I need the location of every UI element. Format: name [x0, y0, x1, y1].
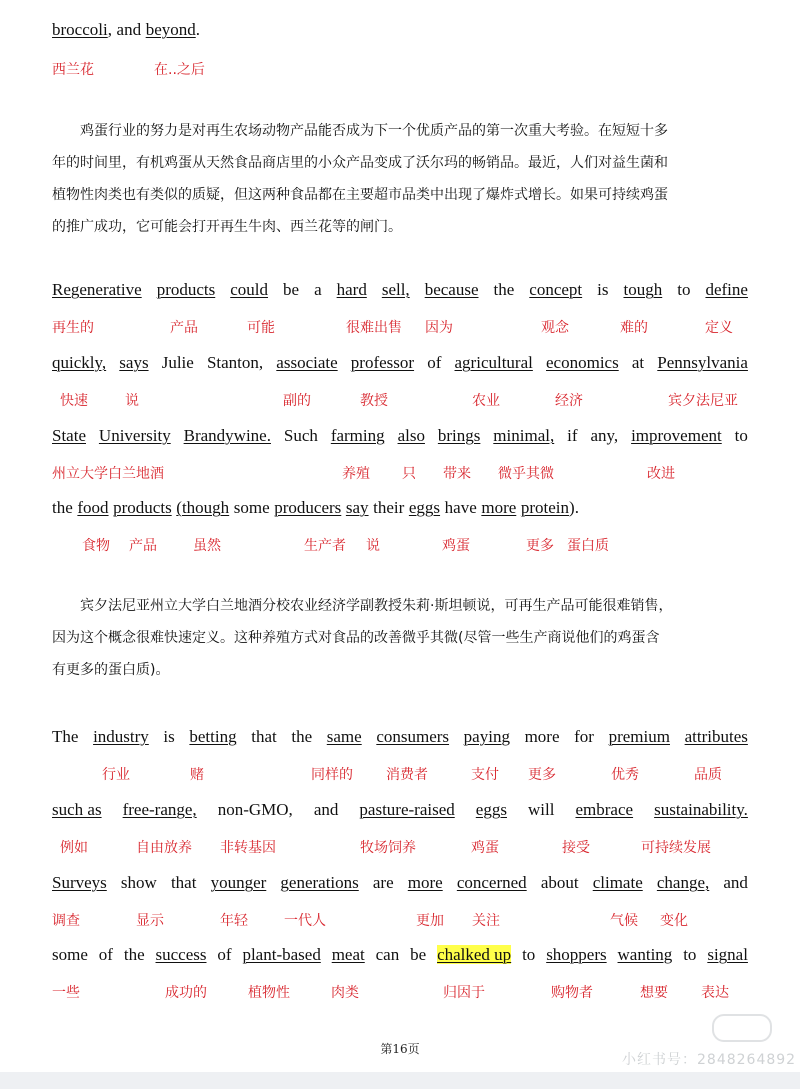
underlined-word: meat — [331, 945, 365, 964]
underlined-word: industry — [93, 727, 149, 746]
gloss-word: 教授 — [360, 393, 388, 409]
word-group — [657, 872, 709, 894]
underlined-word: associate — [276, 353, 338, 372]
gloss-word: 产品 — [129, 538, 157, 554]
underlined-word: embrace — [575, 800, 634, 819]
gloss-word: 例如 — [60, 840, 88, 856]
gloss-word: 在..之后 — [154, 62, 205, 78]
underlined-word: beyond — [145, 20, 196, 39]
word-group — [735, 425, 748, 447]
gloss-word: 自由放养 — [136, 840, 192, 856]
word: Stanton, — [206, 353, 264, 372]
word-group — [707, 944, 748, 966]
underlined-word: sell, — [381, 280, 410, 299]
underlined-word: Brandywine. — [183, 426, 271, 445]
underlined-word: Surveys — [52, 873, 107, 892]
gloss-word: 更加 — [416, 913, 444, 929]
gloss-word: 再生的 — [52, 320, 94, 336]
gloss-word: 非转基因 — [220, 840, 276, 856]
gloss-word: 消费者 — [386, 767, 428, 783]
gloss-word: 接受 — [562, 840, 590, 856]
chinese-gloss-line — [0, 59, 800, 81]
word: can — [375, 945, 400, 964]
word-group — [337, 279, 367, 301]
word: about — [540, 873, 579, 892]
word-group — [723, 872, 748, 894]
word-group — [398, 425, 425, 447]
gloss-word: 支付 — [471, 767, 499, 783]
chinese-gloss-line — [0, 910, 800, 932]
word-group — [280, 872, 358, 894]
gloss-word: 一些 — [52, 985, 80, 1001]
gloss-word: 可能 — [247, 320, 275, 336]
underlined-word: success — [155, 945, 207, 964]
word-group — [683, 944, 696, 966]
gloss-word: 表达 — [701, 985, 729, 1001]
underlined-word: younger — [210, 873, 267, 892]
word-group — [522, 944, 535, 966]
chinese-paragraph — [52, 590, 748, 686]
gloss-word: 宾夕法尼亚 — [668, 393, 738, 409]
word-group — [52, 19, 112, 41]
gloss-word: 牧场饲养 — [360, 840, 416, 856]
word-group — [121, 872, 157, 894]
underlined-word: paying — [463, 727, 510, 746]
english-line — [52, 497, 748, 519]
word-group — [529, 279, 582, 301]
word-group — [685, 726, 748, 748]
underlined-word: pasture-raised — [359, 800, 455, 819]
gloss-word: 生产者 — [304, 538, 346, 554]
underlined-word: says — [119, 353, 149, 372]
gloss-word: 很难出售 — [346, 320, 402, 336]
underlined-word: betting — [189, 727, 237, 746]
underlined-word: improvement — [631, 426, 722, 445]
underlined-word: economics — [546, 353, 619, 372]
word: if — [567, 426, 578, 445]
word-group — [234, 497, 270, 519]
word: are — [372, 873, 394, 892]
gloss-word: 改进 — [647, 466, 675, 482]
underlined-word: consumers — [376, 727, 450, 746]
bottom-band — [0, 1072, 800, 1089]
word-group — [575, 799, 633, 821]
underlined-word: free-range, — [122, 800, 197, 819]
word-group — [217, 944, 231, 966]
underlined-word: (though — [176, 498, 230, 517]
watermark-handle: 小红书号：2848264892 — [622, 1052, 797, 1068]
word-group — [593, 872, 643, 894]
underlined-word: minimal, — [493, 426, 555, 445]
word-group — [493, 425, 554, 447]
word: and — [723, 873, 748, 892]
gloss-word: 想要 — [640, 985, 668, 1001]
gloss-word: 观念 — [541, 320, 569, 336]
word-group — [211, 872, 267, 894]
word-group — [52, 497, 73, 519]
gloss-word: 同样的 — [311, 767, 353, 783]
word-group — [171, 872, 197, 894]
gloss-word: 植物性 — [248, 985, 290, 1001]
word-group — [376, 944, 400, 966]
word-group — [705, 279, 747, 301]
word-group — [218, 799, 293, 821]
paragraph-line: 年的时间里，有机鸡蛋从天然食品商店里的小众产品变成了沃尔玛的畅销品。最近，人们对益生菌和 — [52, 155, 668, 171]
underlined-word: more — [481, 498, 517, 517]
gloss-word: 购物者 — [551, 985, 593, 1001]
gloss-word: 鸡蛋 — [471, 840, 499, 856]
word-group — [52, 799, 102, 821]
gloss-word: 快速 — [60, 393, 88, 409]
word: ). — [569, 498, 579, 517]
word-group — [274, 497, 341, 519]
word-group — [567, 425, 577, 447]
underlined-word: could — [230, 280, 269, 299]
word: their — [373, 498, 405, 517]
underlined-word: sustainability. — [654, 800, 748, 819]
word-group — [597, 279, 608, 301]
underlined-word: farming — [330, 426, 385, 445]
paragraph-line: 有更多的蛋白质)。 — [52, 662, 170, 678]
underlined-word: broccoli — [52, 20, 108, 39]
word-group — [623, 279, 662, 301]
word-group — [574, 726, 594, 748]
paragraph-line: 植物性肉类也有类似的质疑，但这两种食品都在主要超市品类中出现了爆炸式增长。如果可持续鸡蛋 — [52, 187, 668, 203]
gloss-word: 鸡蛋 — [442, 538, 470, 554]
underlined-word: because — [424, 280, 479, 299]
underlined-word: hard — [336, 280, 367, 299]
underlined-word: University — [98, 426, 171, 445]
underlined-word: brings — [437, 426, 481, 445]
word: Such — [283, 426, 318, 445]
word-group — [52, 352, 106, 374]
english-line — [52, 19, 748, 41]
word: . — [195, 20, 200, 39]
word: to — [677, 280, 691, 299]
english-line — [52, 799, 748, 821]
gloss-word: 因为 — [425, 320, 453, 336]
word-group — [327, 726, 362, 748]
paragraph-line: 因为这个概念很难快速定义。这种养殖方式对食品的改善微乎其微(尽管一些生产商说他们的鸡蛋含 — [52, 630, 660, 646]
gloss-word: 西兰花 — [52, 62, 94, 78]
word: the — [52, 498, 73, 517]
underlined-word: signal — [707, 945, 748, 964]
word-group — [373, 497, 404, 519]
gloss-word: 显示 — [136, 913, 164, 929]
underlined-word: attributes — [684, 727, 748, 746]
word-group — [207, 352, 263, 374]
word-group — [408, 872, 443, 894]
gloss-word: 归因于 — [443, 985, 485, 1001]
word: is — [163, 727, 175, 746]
underlined-word: State — [52, 426, 86, 445]
underlined-word: tough — [623, 280, 663, 299]
gloss-word: 难的 — [620, 320, 648, 336]
word: that — [251, 727, 277, 746]
underlined-word: climate — [592, 873, 643, 892]
word-group — [525, 726, 560, 748]
chinese-gloss-line — [0, 317, 800, 339]
word-group — [146, 19, 200, 41]
word-group — [677, 279, 690, 301]
word-group — [189, 726, 236, 748]
word-group — [521, 497, 579, 519]
gloss-word: 气候 — [610, 913, 638, 929]
word: non-GMO, — [217, 800, 293, 819]
word-group — [251, 726, 277, 748]
word: a — [314, 280, 322, 299]
english-line — [52, 279, 748, 301]
word-group — [52, 279, 142, 301]
underlined-word: same — [326, 727, 362, 746]
word: The — [52, 727, 79, 746]
underlined-word: such as — [52, 800, 102, 819]
word-group — [124, 944, 145, 966]
word-group — [373, 872, 394, 894]
word: show — [120, 873, 157, 892]
word: to — [683, 945, 697, 964]
word-group — [632, 352, 644, 374]
gloss-word: 调查 — [52, 913, 80, 929]
gloss-word: 更多 — [526, 538, 554, 554]
underlined-word: food — [77, 498, 109, 517]
underlined-word: professor — [350, 353, 415, 372]
english-line — [52, 352, 748, 374]
chinese-gloss-line — [0, 764, 800, 786]
underlined-word: change, — [656, 873, 710, 892]
gloss-word: 优秀 — [611, 767, 639, 783]
watermark-logo — [712, 1014, 772, 1042]
page-number: 第16页 — [380, 1042, 420, 1056]
word-group — [425, 279, 479, 301]
underlined-word: agricultural — [454, 353, 533, 372]
word-group — [123, 799, 197, 821]
gloss-word: 蛋白质 — [567, 538, 609, 554]
word-group — [494, 279, 515, 301]
gloss-word: 关注 — [472, 913, 500, 929]
word-group — [332, 944, 365, 966]
word: more — [524, 727, 560, 746]
underlined-word: generations — [280, 873, 359, 892]
word-group — [331, 425, 385, 447]
word-group — [52, 726, 78, 748]
gloss-word: 品质 — [694, 767, 722, 783]
word-group — [314, 279, 322, 301]
underlined-word: also — [397, 426, 425, 445]
gloss-word: 变化 — [660, 913, 688, 929]
word-group — [276, 352, 337, 374]
paragraph-line: 的推广成功，它可能会打开再生牛肉、西兰花等的闸门。 — [52, 219, 402, 235]
word: have — [444, 498, 477, 517]
word-group — [455, 352, 533, 374]
english-line — [52, 872, 748, 894]
word-group — [283, 279, 299, 301]
gloss-word: 肉类 — [331, 985, 359, 1001]
underlined-word: define — [705, 280, 748, 299]
word: to — [522, 945, 536, 964]
word-group — [113, 497, 172, 519]
word-group — [284, 425, 318, 447]
gloss-word: 成功的 — [165, 985, 207, 1001]
word-group — [93, 726, 149, 748]
word: of — [427, 353, 442, 372]
underlined-word: Pennsylvania — [657, 353, 748, 372]
gloss-word: 养殖 — [342, 466, 370, 482]
word: of — [217, 945, 232, 964]
word-group — [657, 352, 748, 374]
gloss-word: 说 — [366, 538, 380, 554]
word-group — [541, 872, 579, 894]
underlined-word: more — [407, 873, 443, 892]
word-group — [476, 799, 507, 821]
underlined-word: plant-based — [242, 945, 321, 964]
word: the — [123, 945, 145, 964]
underlined-word: eggs — [475, 800, 507, 819]
underlined-word: concept — [529, 280, 583, 299]
gloss-word: 更多 — [528, 767, 556, 783]
paragraph-line: 宾夕法尼亚州立大学白兰地酒分校农业经济学副教授朱莉·斯坦顿说，可再生产品可能很难销售， — [52, 598, 673, 614]
underlined-word: Regenerative — [52, 280, 142, 299]
word: any, — [590, 426, 619, 445]
word-group — [184, 425, 271, 447]
word-group — [382, 279, 410, 301]
english-line — [52, 944, 748, 966]
word-group — [346, 497, 369, 519]
english-line — [52, 425, 748, 447]
gloss-word: 定义 — [705, 320, 733, 336]
word-group — [157, 279, 216, 301]
word: will — [528, 800, 555, 819]
gloss-word: 可持续发展 — [641, 840, 711, 856]
word-group — [52, 425, 86, 447]
word-group — [176, 497, 229, 519]
gloss-word: 农业 — [472, 393, 500, 409]
gloss-word: 微乎其微 — [498, 466, 554, 482]
word-group — [437, 944, 511, 966]
word-group — [590, 425, 618, 447]
word: some — [52, 945, 88, 964]
chinese-gloss-line — [0, 463, 800, 485]
word-group — [546, 944, 606, 966]
word-group — [481, 497, 516, 519]
word-group — [528, 799, 554, 821]
word: at — [631, 353, 645, 372]
word-group — [99, 425, 171, 447]
chinese-gloss-line — [0, 837, 800, 859]
underlined-word: concerned — [456, 873, 527, 892]
word: Julie — [161, 353, 194, 372]
underlined-word: protein — [520, 498, 570, 517]
underlined-word: shoppers — [546, 945, 607, 964]
word-group — [156, 944, 207, 966]
word-group — [230, 279, 268, 301]
underlined-word: say — [345, 498, 369, 517]
word-group — [654, 799, 748, 821]
gloss-word: 只 — [402, 466, 416, 482]
paragraph-line: 鸡蛋行业的努力是对再生农场动物产品能否成为下一个优质产品的第一次重大考验。在短短十多 — [52, 123, 668, 139]
underlined-word: wanting — [617, 945, 673, 964]
gloss-word: 食物 — [82, 538, 110, 554]
word-group — [52, 944, 88, 966]
underlined-word: products — [113, 498, 172, 517]
underlined-word: eggs — [408, 498, 441, 517]
word-group — [291, 726, 312, 748]
highlighted-word: chalked up — [437, 945, 512, 964]
word-group — [314, 799, 339, 821]
word-group — [410, 944, 426, 966]
word-group — [618, 944, 673, 966]
word-group — [351, 352, 414, 374]
underlined-word: producers — [274, 498, 342, 517]
underlined-word: quickly, — [52, 353, 107, 372]
word: be — [410, 945, 427, 964]
word-group — [99, 944, 113, 966]
word: some — [233, 498, 270, 517]
chinese-paragraph — [52, 115, 748, 243]
word: of — [98, 945, 113, 964]
gloss-word: 一代人 — [284, 913, 326, 929]
word-group — [376, 726, 449, 748]
underlined-word: premium — [608, 727, 670, 746]
word-group — [445, 497, 477, 519]
word: the — [291, 727, 313, 746]
gloss-word: 说 — [125, 393, 139, 409]
word-group — [359, 799, 454, 821]
word-group — [457, 872, 527, 894]
gloss-word: 产品 — [170, 320, 198, 336]
word-group — [409, 497, 440, 519]
word-group — [77, 497, 108, 519]
gloss-word: 州立大学白兰地酒 — [52, 466, 164, 482]
word-group — [242, 944, 320, 966]
underlined-word: products — [156, 280, 216, 299]
gloss-word: 行业 — [102, 767, 130, 783]
gloss-word: 带来 — [443, 466, 471, 482]
word: that — [170, 873, 197, 892]
word: the — [493, 280, 515, 299]
word: , — [107, 20, 112, 39]
chinese-gloss-line — [0, 982, 800, 1004]
gloss-word: 年轻 — [220, 913, 248, 929]
word-group — [163, 726, 174, 748]
word: to — [734, 426, 748, 445]
chinese-gloss-line — [0, 390, 800, 412]
chinese-gloss-line — [0, 535, 800, 557]
word-group — [162, 352, 194, 374]
word: is — [597, 280, 609, 299]
word-group — [631, 425, 722, 447]
word: and — [313, 800, 339, 819]
word: for — [574, 727, 594, 746]
gloss-word: 虽然 — [193, 538, 221, 554]
word-group — [119, 352, 148, 374]
gloss-word: 副的 — [283, 393, 311, 409]
word-group — [438, 425, 481, 447]
word-group — [427, 352, 441, 374]
word-group — [609, 726, 670, 748]
word: be — [283, 280, 300, 299]
word: and — [116, 20, 142, 39]
word-group — [464, 726, 510, 748]
word-group — [52, 872, 107, 894]
english-line — [52, 726, 748, 748]
gloss-word: 经济 — [555, 393, 583, 409]
word-group — [546, 352, 619, 374]
word-group — [117, 19, 142, 41]
gloss-word: 赌 — [190, 767, 204, 783]
